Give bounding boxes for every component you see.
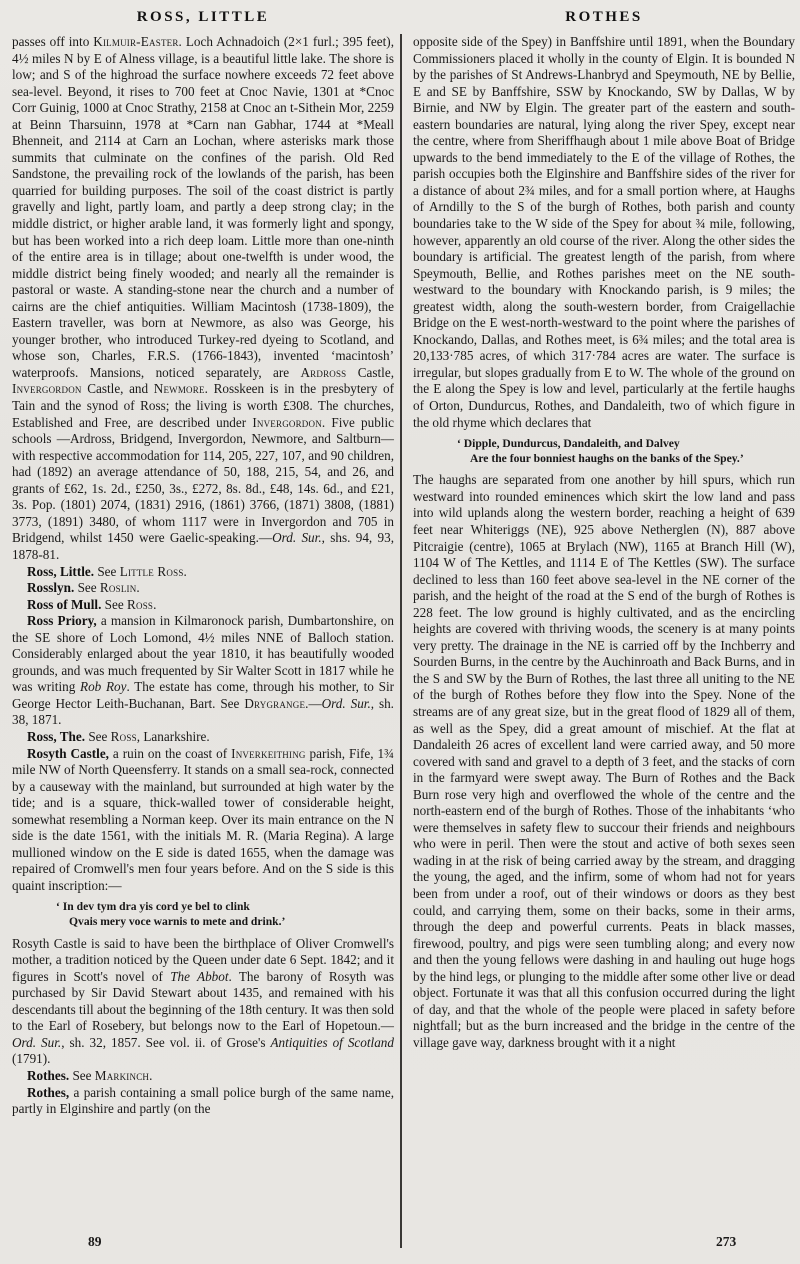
right-column-text [413,34,795,1051]
rhyme-verse: ‘ Dipple, Dundurcus, Dandaleith, and Dalvey Are the four bonniest haughs on the banks of the Spey.’ [457,437,744,465]
rosskeen-continuation-paragraph: passes off into Kilmuir-Easter. Loch Achnadoich (2×1 furl.; 395 feet), 4½ miles N by E of Alness village, is a beautiful little lake. The shore is low; and S of the highroad the surface nowhere exceeds 72 feet above sea-level. Beyond, it rises to 700 feet at Cnoc Navie, 1301 at *Cnoc Corr Guinig, 1000 at Cnoc Strathy, 2158 at Cnoc an t-Sithein Mor, 2259 at Beinn Tharsuinn, 1978 at *Carn nan Gabhar, 1744 at *Meall Bhenneit, and 2114 at Carn an Lochan, where asterisks mark those summits that culminate on the confines of the parish. Old Red Sandstone, the prevailing rock of the lowlands of the parish, has been quarried for building purposes. The soil of the coast district is partly gravelly and light, partly loam, and partly a deep strong clay; in the middle district, or higher arable land, it was formerly light and spongy, but has been worked into a rich deep loam. Little more than one-ninth of the entire area is in tillage; about one-twelfth is under wood, the middle district being finely wooded; and nearly all the remainder is pastoral or waste. A standing-stone near the church and a number of cairns are the chief antiquities. William Macintosh (1738-1809), the Eastern traveller, was born at Newmore, as also was George, his younger brother, who introduced Turkey-red dyeing to Scotland, and whose son, Charles, F.R.S. (1766-1843), invented ‘macintosh’ waterproofs. Mansions, noticed separately, are Ardross Castle, Invergordon Castle, and Newmore. Rosskeen is in the presbytery of Tain and the synod of Ross; the living is worth £308. The churches, Established and Free, are described under Invergordon. Five public schools —Ardross, Bridgend, Invergordon, Newmore, and Saltburn—with respective accommodation for 114, 205, 227, 107, and 90 children, had (1892) an average attendance of 50, 188, 215, 54, and 26, and grants of £62, 1s. 2d., £250, 3s., £272, 8s. 8d., £48, 14s. 6d., and £21, 3s. Pop. (1801) 2074, (1831) 2916, (1861) 3766, (1871) 3808, (1881) 3773, (1891) 3480, of whom 1117 were in Invergordon and 705 in Bridgend, whilst 1450 were Gaelic-speaking.—Ord. Sur., shs. 94, 93, 1878-81. [12,34,395,562]
column-divider-rule [400,34,402,1248]
right-page-number: 273 [716,1234,737,1249]
entry-ross-little: Ross, Little. See Little Ross. [27,563,187,579]
left-column [12,6,403,1118]
entry-ross-the: Ross, The. See Ross, Lanarkshire. [27,728,210,744]
rothes-surface-flood-paragraph: The haughs are separated from one another by hill spurs, which run westward into rounded eminences which skirt the low land and pass into wild uplands along the western border, reaching a height of 639 feet near Whiteriggs (NE), 925 above Netherglen (N), 887 above Pitcraigie (centre), 1065 at Brylach (NW), 1165 at Branch Hill (W), 1104 W of The Kettles, and 1114 E of The Kettles (SW). The surface declined to less than 160 feet above sea-level in the NE corner of the parish, and the height of the road at the S end of the burgh of Rothes is 228 feet. The low ground is highly cultivated, and as the encircling heights are covered with thriving woods, the scenery is at many points very pretty. The drainage in the NE is carried off by the Inchberry and Sourden Burns, in the centre by the Auchinroath and Back Burns, and in the S and SW by the Burn of Rothes, the last three all uniting to the NE of the burgh of Rothes before they flow into the Spey. None of the streams are of any great size, but in the great flood of 1829 all of them, as well as the Spey, did a great amount of mischief. At the flat at Dandaleith 26 acres of excellent land were carried away, and 50 more covered with sand and gravel to a depth of 3 feet, and the stacks of corn in the farmyard were swept away. The Burn of Rothes and the Back Burn rose very high and overflowed the whole of the centre and the north-eastern end of the burgh of Rothes. Those of the inhabitants ‘who were themselves in safety flew to succour their friends and neighbours who were in peril. Then were the stout and active of both sexes seen wading in at the risk of being carried away by the stream, and dragging the young, the aged, and the infirm, some of whom had not for years been from under a roof, out of their windows or doors as they best could, and carrying them, some on their backs, some in their arms, through the deep and powerful currents. Peats in black masses, firewood, poultry, and pigs were seen tumbling along; and every now and then the young fellows were dashing in and hauling out huge hogs by the hind legs, or plunging to the middle after some other live or dead object. Fortunate it was that all this confusion occurred during the light of day, and that the whole of the people were placed in safety before nightfall; but as the burn increased and the bridge in the centre of the village gave way, darkness brought with it a night [413,472,795,1050]
inscription-verse: ‘ In dev tym dra yis cord ye bel to clink Qvais mery voce warnis to mete and drink.’ [56,900,286,929]
left-running-head: ROSS, LITTLE [136,9,270,25]
left-column-text [12,34,394,1118]
entry-rothes: Rothes, a parish containing a small police burgh of the same name, partly in Elginshire and partly (on the [12,1084,394,1117]
left-page-number: 89 [88,1234,102,1249]
rosyth-history-paragraph: Rosyth Castle is said to have been the birthplace of Oliver Cromwell's mother, a tradition noticed by the Queen under date 6 Sept. 1842; and it figures in Scott's novel of The Abbot. The barony of Rosyth was purchased by Sir David Stewart about 1435, and remained with his descendants till about the beginning of the 18th century. It was then sold to the Earl of Rosebery, but belongs now to the Earl of Hopetoun.—Ord. Sur., sh. 32, 1857. See vol. ii. of Grose's Antiquities of Scotland (1791). [12,935,394,1067]
entry-rosyth-castle: Rosyth Castle, a ruin on the coast of Inverkeithing parish, Fife, 1¾ mile NW of North Queensferry. It stands on a small sea-rock, connected by a causeway with the mainland, but surrounded at high water by the tide; and is a square, thick-walled tower of considerable height, somewhat resembling a Norman keep. Over its main entrance on the N side is the date 1561, with the initials M. R. (Maria Regina). A large mullioned window on the E side is dated 1655, when the damage was repaired of Cromwell's men four years before. And on the S side is this quaint inscription:— [12,745,394,893]
entry-rothes-see: Rothes. See Markinch. [27,1068,153,1083]
rothes-boundaries-paragraph: opposite side of the Spey) in Banffshire until 1891, when the Boundary Commissioners placed it wholly in the county of Elgin. It is bounded N by the parishes of St Andrews-Lhanbryd and Speymouth, NE by Bellie, E and SE by Banffshire, SSW by Knockando, SW by Dallas, W by Birnie, and NW by Elgin. The greater part of the eastern and south-eastern boundaries are natural, lying along the river Spey, except near the centre, where from Sheriffhaugh about 1 mile above Boat of Bridge upwards to the bend immediately to the E of the village of Rothes, the parish occupies both the Elginshire and Banffshire sides of the river for a distance of about 2¾ miles, and for a small portion where, at Haughs of Arndilly to the S of the burgh of Rothes, both parish and county boundaries take to the W side of the Spey for about ¾ mile, following, however, apparently an old course of the river. Along the other sides the boundary is artificial. The greatest length of the parish, from where Speymouth, Bellie, and Rothes parishes meet on the NE south-westward to the boundary with Knockando parish, is 9 miles; the greatest width, along the south-western border, from Craigellachie Bridge on the E west-north-westward to the point where the parishes of Knockando, Dallas, and Rothes meet, is 6¾ miles; and the total area is 20,133·785 acres, of which 317·784 acres are water. The surface is irregular, but slopes gradually from E to W. The whole of the ground on the E along the Spey is low and level, particularly at the fertile haughs of Orton, Dundurcus, Rothes, and Dandaleith, two of which figure in the old rhyme which declares that [413,34,795,430]
right-running-head: ROTHES [565,9,643,25]
entry-rosslyn: Rosslyn. See Roslin. [27,580,140,596]
entry-ross-of-mull: Ross of Mull. See Ross. [27,596,157,612]
right-column [403,6,795,1118]
entry-ross-priory: Ross Priory, a mansion in Kilmaronock parish, Dumbartonshire, on the SE shore of Loch Lomond, 4½ miles NNE of Balloch station. Considerably enlarged about the year 1810, it has beautifully wooded grounds, and was much frequented by Sir Walter Scott in 1817 while he was writing Rob Roy. The estate has come, through his mother, to Sir George Hector Leith-Buchanan, Bart. See Drygrange.—Ord. Sur., sh. 38, 1871. [12,613,394,728]
